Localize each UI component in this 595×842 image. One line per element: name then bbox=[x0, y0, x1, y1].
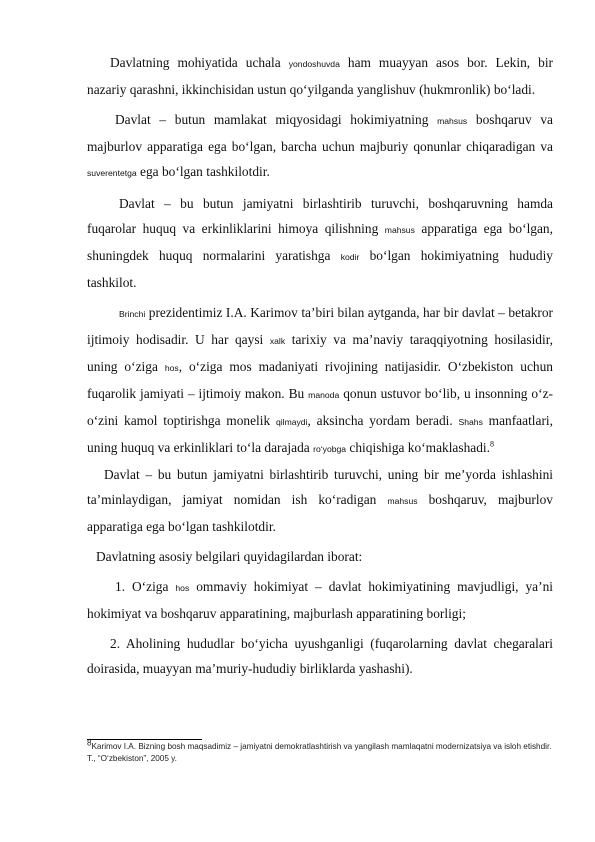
small-word: qilmaydi bbox=[275, 417, 308, 427]
small-word: yondoshuvda bbox=[288, 59, 340, 69]
small-word: roʻyobga bbox=[313, 444, 347, 454]
small-word: mahsus bbox=[437, 116, 468, 126]
paragraph-7: 1. Oʻziga hos ommaviy hokimiyat – davlat hokimiyatining mavjudligi, yaʼni hokimiyat va boshqaruv apparatining, majburlash apparatining borligi; bbox=[87, 579, 553, 621]
small-word: hos bbox=[175, 583, 190, 593]
small-word: xalk bbox=[269, 336, 286, 346]
main-text bbox=[87, 50, 553, 681]
paragraph-4: Brinchi prezidentimiz I.A. Karimov taʼbiri bilan aytganda, har bir davlat – betakror ijtimoiy hodisadir. U har qaysi xalk tarixiy va maʼnaviy taraqqiyotning hosilasidir, uning oʻziga hos, oʻziga mos madaniyati rivojining natijasidir. Oʻzbekiston uchun fuqarolik jamiyati – ijtimoiy makon. Bu manoda qonun ustuvor boʻlib, u insonning oʻz-oʻzini kamol toptirishga monelik qilmaydi, aksincha yordam beradi. Shahs manfaatlari, uning huquq va erkinliklari toʻla darajada roʻyobga chiqishiga koʻmaklashadi.$^8$ bbox=[87, 305, 554, 455]
paragraph-6: Davlatning asosiy belgilari quyidagilardan iborat: bbox=[96, 549, 363, 564]
paragraph-2: Davlat – butun mamlakat miqyosidagi hokimiyatning mahsus boshqaruv va majburlov apparatiga ega boʻlgan, barcha uchun majburiy qonunlar chiqaradigan va suverentetga ega boʻlgan tashkilotdir. bbox=[87, 112, 553, 179]
footnote-divider bbox=[87, 739, 202, 740]
paragraph-3: Davlat – bu butun jamiyatni birlashtirib turuvchi, boshqaruvning hamda fuqarolar huquq va erkinliklarini himoya qilishning mahsus apparatiga ega boʻlgan, shuningdek huquq normalarini yaratishga kodir boʻlgan hokimiyatning hududiy tashkilot. bbox=[87, 196, 553, 290]
footnote-number: 8 bbox=[87, 738, 92, 748]
paragraph-1: Davlatning mohiyatida uchala yondoshuvda ham muayyan asos bor. Lekin, bir nazariy qarashni, ikkinchisidan ustun qoʻyilganda yanglishuv (hukmronlik) boʻladi. bbox=[87, 55, 553, 97]
small-word: Brinchi bbox=[119, 309, 146, 319]
small-word: mahsus bbox=[384, 225, 415, 235]
small-word: kodir bbox=[340, 252, 360, 262]
footnote-ref[interactable]: 8 bbox=[490, 439, 494, 449]
paragraph-5: Davlat – bu butun jamiyatni birlashtirib turuvchi, uning bir meʼyorda ishlashini taʼminlaydigan, jamiyat nomidan ish koʻradigan mahsus boshqaruv, majburlov apparatiga ega boʻlgan tashkilotdir. bbox=[87, 467, 553, 534]
footnote bbox=[87, 738, 557, 765]
paragraph-8: 2. Aholining hududlar boʻyicha uyushganligi (fuqarolarning davlat chegaralari doirasida, muayyan maʼmuriy-hududiy birliklarda yashashi). bbox=[87, 636, 553, 676]
small-word: hos bbox=[164, 363, 179, 373]
small-word: suverentetga bbox=[87, 168, 137, 178]
footnote-text: Karimov I.A. Bizning bosh maqsadimiz – jamiyatni demokratlashtirish va yangilash mamlaqatni modernizatsiya va isloh etishdir. T., “Oʻzbekiston”, 2005 y. bbox=[87, 742, 552, 763]
small-word: mahsus bbox=[387, 496, 418, 506]
small-word: Shahs bbox=[458, 417, 483, 427]
small-word: manoda bbox=[308, 390, 340, 400]
